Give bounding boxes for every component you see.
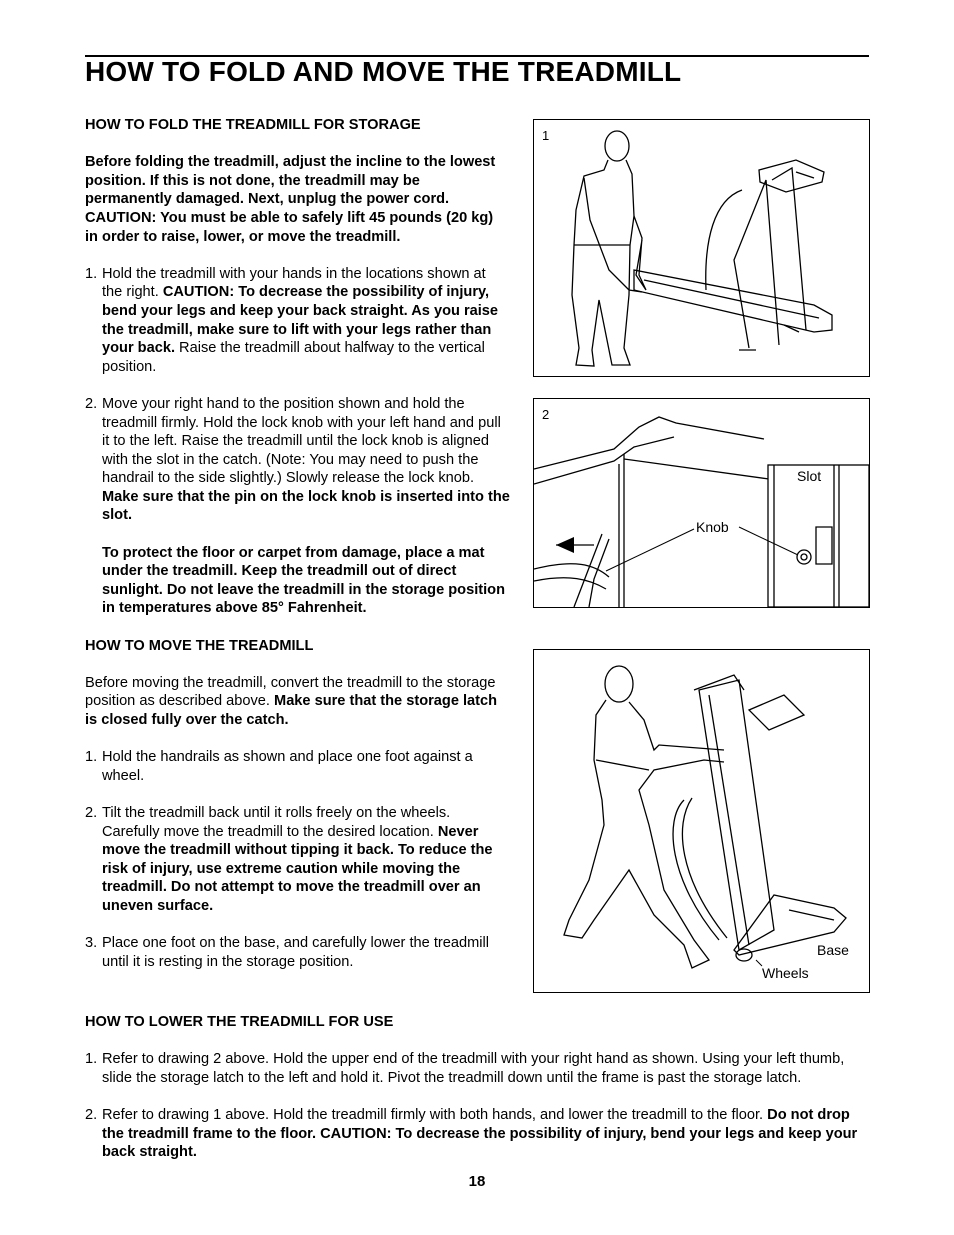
lower-step-1: 1. Refer to drawing 2 above. Hold the upper end of the treadmill with your right hand as shown. Using your left thumb, slide the storage latch to the left and hold it. Pivot the treadmill down until the frame is past the storage latch. (85, 1051, 845, 1086)
move-step-2: 2. Tilt the treadmill back until it rolls freely on the wheels. Carefully move the treadmill to the desired location. Never move the treadmill without tipping it back. To reduce the risk of injury, use extreme caution while moving the treadmill. Do not attempt to move the treadmill over an uneven surface. (85, 804, 493, 914)
instructions-column (85, 116, 510, 971)
fold-heading: HOW TO FOLD THE TREADMILL FOR STORAGE (85, 117, 421, 133)
figure-1-number: 1 (542, 128, 550, 143)
figure-2-illustration (534, 399, 869, 607)
fold-intro: Before folding the treadmill, adjust the incline to the lowest position. If this is not done, the treadmill may be permanently damaged. Next, unplug the power cord. CAUTION: You must be able to safely lift 45 pounds (20 kg) in order to raise, lower, or move the treadmill. (85, 154, 496, 245)
slot-label: Slot (797, 468, 822, 484)
base-label: Base (817, 942, 849, 958)
figure-1-illustration (534, 120, 869, 376)
lower-step-2: 2. Refer to drawing 1 above. Hold the treadmill firmly with both hands, and lower the treadmill to the floor. Do not drop the treadmill frame to the floor. CAUTION: To decrease the possibility of injury, bend your legs and keep your back straight. (85, 1106, 858, 1161)
lower-section (85, 1013, 870, 1162)
figure-2-number: 2 (542, 407, 550, 422)
page-number: 18 (468, 1173, 486, 1190)
fold-protect-note: To protect the floor or carpet from damage, place a mat under the treadmill. Keep the treadmill out of direct sunlight. Do not leave the treadmill in the storage position in temperatures above 85° Fahrenheit. (102, 544, 505, 617)
figure-1-lifting-treadmill (533, 119, 870, 377)
page-title: HOW TO FOLD AND MOVE THE TREADMILL (85, 56, 682, 87)
move-step-1: 1. Hold the handrails as shown and place one foot against a wheel. (85, 749, 473, 784)
figure-3-illustration (534, 650, 869, 992)
figure-2-lock-knob-detail (533, 398, 870, 608)
figure-3-moving-treadmill (533, 649, 870, 993)
knob-label: Knob (696, 519, 729, 535)
move-step-3: 3. Place one foot on the base, and carefully lower the treadmill until it is resting in the storage position. (85, 935, 489, 970)
fold-step-2: 2. Move your right hand to the position shown and hold the treadmill firmly. Hold the lock knob with your left hand and pull it to the left. Raise the treadmill until the lock knob is aligned with the slot in the catch. (Note: You may need to push the handrail to the side slightly.) Slowly release the lock knob. Make sure that the pin on the lock knob is inserted into the slot. (85, 395, 510, 524)
move-intro: Before moving the treadmill, convert the treadmill to the storage position as described above. Make sure that the storage latch is closed fully over the catch. (85, 674, 498, 728)
lower-heading: HOW TO LOWER THE TREADMILL FOR USE (85, 1014, 394, 1030)
fold-step-1: 1. Hold the treadmill with your hands in the locations shown at the right. CAUTION: To decrease the possibility of injury, bend your legs and keep your back straight. As you raise the treadmill, make sure to lift with your legs rather than your back. Raise the treadmill about halfway to the vertical position. (85, 265, 499, 375)
wheels-label: Wheels (762, 965, 809, 981)
move-heading: HOW TO MOVE THE TREADMILL (85, 637, 314, 654)
